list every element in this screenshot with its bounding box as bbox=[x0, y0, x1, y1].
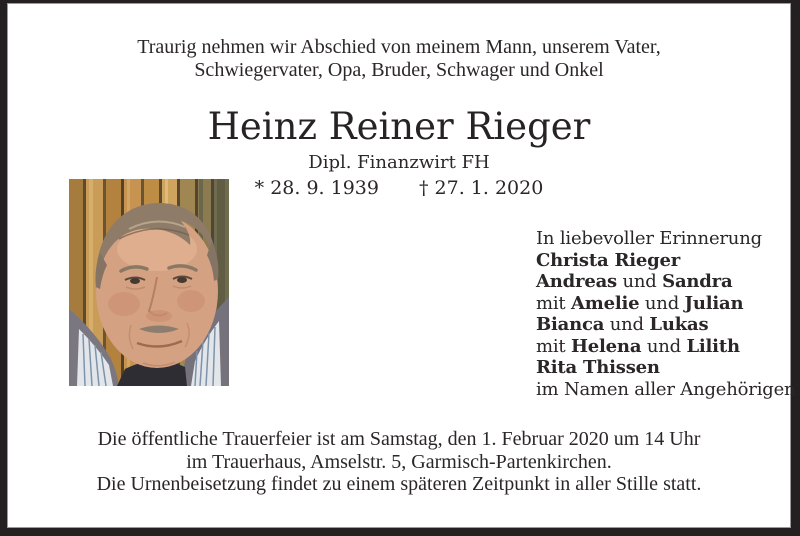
obituary-card bbox=[7, 3, 796, 528]
deceased-title: Dipl. Finanzwirt FH bbox=[308, 152, 490, 173]
funeral-line-3: Die Urnenbeisetzung findet zu einem späteren Zeitpunkt in aller Stille statt. bbox=[96, 473, 702, 495]
memorial-line: Christa Rieger bbox=[536, 249, 681, 271]
memorial-line: In liebevoller Erinnerung bbox=[536, 228, 762, 249]
intro-text bbox=[8, 36, 790, 82]
intro-line-1: Traurig nehmen wir Abschied von meinem Mann, unserem Vater, bbox=[137, 36, 661, 58]
birth-date: * 28. 9. 1939 bbox=[254, 177, 379, 199]
funeral-line-2: im Trauerhaus, Amselstr. 5, Garmisch-Partenkirchen. bbox=[186, 450, 612, 473]
memorial-block bbox=[536, 228, 795, 400]
death-date: † 27. 1. 2020 bbox=[419, 177, 544, 199]
deceased-name: Heinz Reiner Rieger bbox=[207, 105, 591, 148]
memorial-line: Rita Thissen bbox=[536, 357, 660, 378]
intro-line-2: Schwiegervater, Opa, Bruder, Schwager und Onkel bbox=[194, 59, 604, 81]
memorial-line: Andreas und Sandra bbox=[536, 271, 733, 292]
memorial-line: mit Helena und Lilith bbox=[536, 335, 740, 357]
funeral-line-1: Die öffentliche Trauerfeier ist am Samstag, den 1. Februar 2020 um 14 Uhr bbox=[97, 428, 701, 450]
memorial-line: mit Amelie und Julian bbox=[536, 292, 744, 314]
portrait-illustration bbox=[69, 179, 229, 386]
memorial-line: im Namen aller Angehörigen bbox=[536, 378, 796, 400]
portrait-photo bbox=[69, 179, 229, 386]
funeral-info bbox=[8, 428, 790, 496]
memorial-line: Bianca und Lukas bbox=[536, 314, 709, 335]
